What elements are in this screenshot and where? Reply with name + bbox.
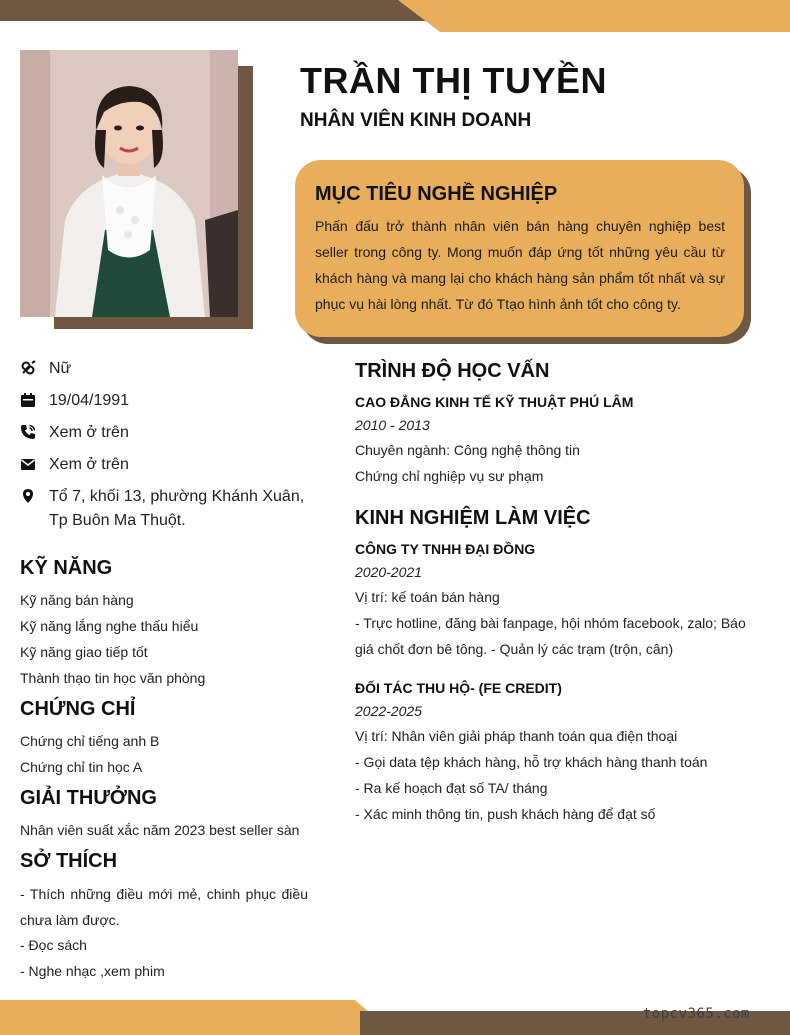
hobby-item: - Nghe nhạc ,xem phim [20, 963, 165, 979]
birthday-text: 19/04/1991 [49, 392, 130, 409]
job-company: ĐỐI TÁC THU HỘ- (FE CREDIT) [355, 680, 562, 696]
phone-text: Xem ở trên [49, 424, 129, 441]
job-period: 2020-2021 [355, 564, 422, 580]
certificate-item: Chứng chỉ tiếng anh B [20, 733, 160, 749]
skill-item: Kỹ năng lắng nghe thấu hiểu [20, 618, 199, 634]
address-line-2: Tp Buôn Ma Thuột. [49, 512, 186, 529]
calendar-icon [20, 392, 36, 408]
skill-item: Thành thạo tin học văn phòng [20, 670, 206, 686]
awards-title: GIẢI THƯỞNG [20, 787, 157, 809]
email-text: Xem ở trên [49, 456, 129, 473]
hobbies-title: SỞ THÍCH [20, 850, 118, 872]
watermark: topcv365.com [642, 1006, 750, 1022]
job-duty: - Xác minh thông tin, push khách hàng để đạt số [355, 806, 656, 822]
location-pin-icon [20, 488, 36, 504]
certificates-title: CHỨNG CHỈ [20, 698, 136, 720]
certificate-item: Chứng chỉ tin học A [20, 759, 143, 775]
experience-title: KINH NGHIỆM LÀM VIỆC [355, 507, 591, 529]
objective-text: Phấn đấu trở thành nhân viên bán hàng chuyên nghiệp best seller trong công ty. Mong muốn đáp ứng tốt những yêu cầu từ khách hàng và mang lại cho khách hàng sản phẩm tốt nhất và sự phục vụ hài lòng nhất. Từ đó Ttạo hình ảnh tốt cho công ty. [315, 218, 725, 312]
phone-icon [20, 424, 36, 440]
education-period: 2010 - 2013 [355, 417, 430, 433]
award-item: Nhân viên suất xắc năm 2023 best seller sàn [20, 822, 300, 838]
top-banner-orange [398, 0, 790, 32]
skill-item: Kỹ năng giao tiếp tốt [20, 644, 148, 660]
hobby-item: - Thích những điều mới mẻ, chinh phục điều chưa làm được. [20, 886, 308, 928]
job-position: Vị trí: kế toán bán hàng [355, 589, 500, 605]
skill-item: Kỹ năng bán hàng [20, 592, 134, 608]
job-period: 2022-2025 [355, 703, 422, 719]
profile-photo [20, 50, 238, 317]
job-company: CÔNG TY TNHH ĐẠI ĐỒNG [355, 541, 536, 557]
education-title: TRÌNH ĐỘ HỌC VẤN [355, 360, 550, 382]
top-banner-dark [0, 0, 440, 21]
job-description: - Trực hotline, đăng bài fanpage, hội nhóm facebook, zalo; Báo giá chốt đơn bê tông. - Quản lý các trạm (trộn, cân) [355, 615, 746, 657]
hobby-item: - Đọc sách [20, 937, 87, 953]
education-major: Chuyên ngành: Công nghệ thông tin [355, 442, 580, 458]
email-icon [20, 456, 36, 472]
education-school: CAO ĐẲNG KINH TẾ KỸ THUẬT PHÚ LÂM [355, 394, 634, 410]
education-extra: Chứng chỉ nghiệp vụ sư phạm [355, 468, 544, 484]
full-name: TRẦN THỊ TUYỀN [300, 60, 607, 101]
skills-title: KỸ NĂNG [20, 557, 113, 579]
job-duty: - Ra kế hoạch đạt số TA/ tháng [355, 780, 548, 796]
job-title: NHÂN VIÊN KINH DOANH [300, 110, 532, 131]
job-duty: - Gọi data tệp khách hàng, hỗ trợ khách hàng thanh toán [355, 754, 708, 770]
address-line-1: Tổ 7, khối 13, phường Khánh Xuân, [49, 488, 305, 505]
job-position: Vị trí: Nhân viên giải pháp thanh toán qua điện thoại [355, 728, 678, 744]
gender-text: Nữ [49, 360, 72, 377]
gender-icon [20, 360, 36, 376]
objective-title: MỤC TIÊU NGHỀ NGHIỆP [315, 183, 558, 205]
bottom-banner-orange [0, 1000, 395, 1035]
